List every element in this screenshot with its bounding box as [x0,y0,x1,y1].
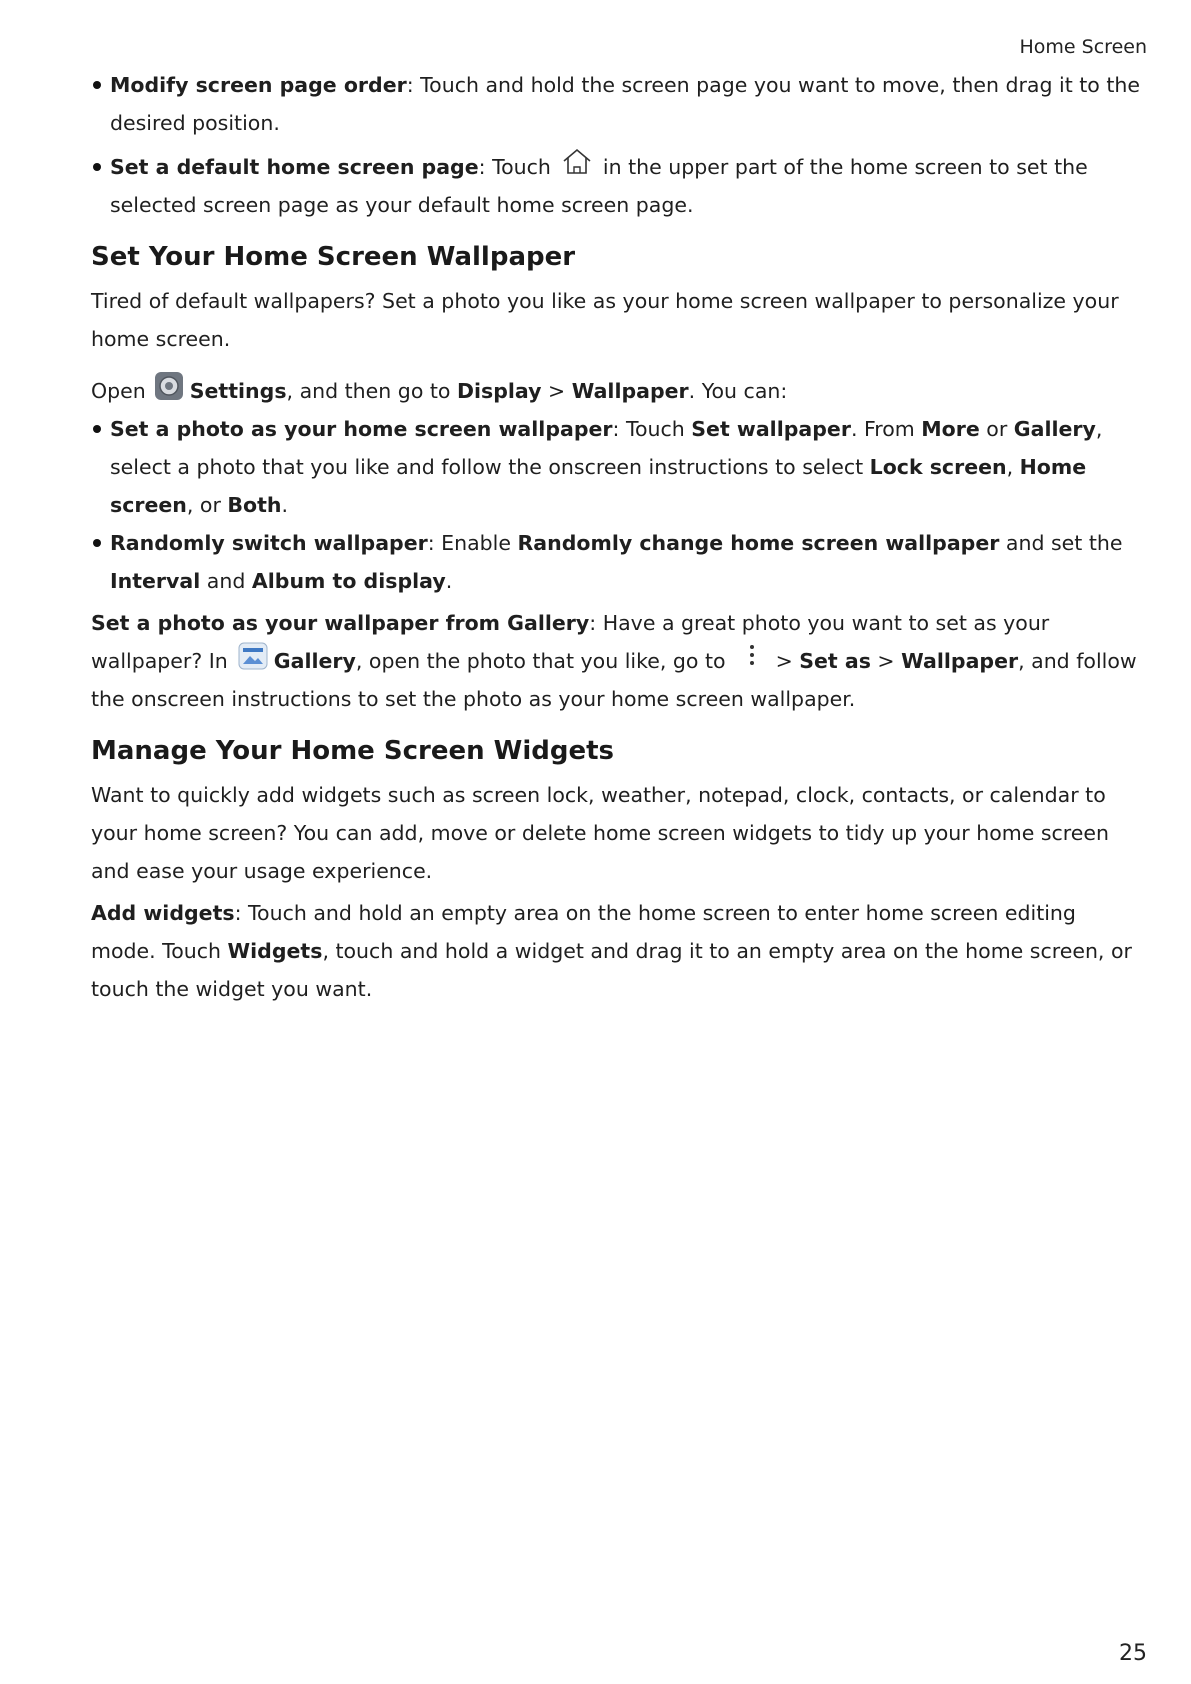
bullet-title: Randomly switch wallpaper [110,531,428,555]
document-body [91,66,1141,1008]
settings-icon [154,371,184,401]
text: and [200,569,252,593]
text: , select a photo that you like and follow the onscreen instructions to select [110,417,1103,479]
text: : Touch [612,417,692,441]
widgets-intro: Want to quickly add widgets such as screen lock, weather, notepad, clock, contacts, or calendar to your home screen? You can add, move or delete home screen widgets to tidy up your home screen and ease your usage experience. [91,783,1109,883]
add-widgets-paragraph [91,894,1141,1008]
text: , open the photo that you like, go to [355,649,726,673]
bullet-modify-page-order [91,66,1141,142]
bullet-text: : Touch and hold the screen page you want to move, then drag it to the desired position. [110,73,1140,135]
bullet-random-wallpaper [91,524,1141,600]
text: , and then go to [286,379,457,403]
open-settings-line [91,372,1141,410]
text: , [1006,455,1020,479]
text: . From [850,417,922,441]
separator: > [775,649,800,673]
text: , or [186,493,228,517]
text: and set the [999,531,1123,555]
bullet-title: Set a photo as your home screen wallpaper [110,417,613,441]
set-as-label: Set as [799,649,871,673]
separator: > [541,379,572,403]
wallpaper-intro: Tired of default wallpapers? Set a photo you like as your home screen wallpaper to personalize your home screen. [91,289,1119,351]
text: . [445,569,453,593]
text: : Enable [427,531,518,555]
album-label: Album to display [251,569,446,593]
from-gallery-paragraph [91,604,1141,718]
more-icon [746,643,758,669]
bullet-set-photo-wallpaper [91,410,1141,524]
bullet-default-home-page [91,148,1141,224]
home-icon [561,147,593,177]
gallery-label: Gallery [1013,417,1096,441]
text: . You can: [688,379,788,403]
wallpaper-label: Wallpaper [571,379,689,403]
paragraph-title: Add widgets [91,901,235,925]
randomly-change-label: Randomly change home screen wallpaper [517,531,1000,555]
lock-screen-label: Lock screen [869,455,1007,479]
text: . [281,493,289,517]
text-open: Open [91,379,146,403]
both-label: Both [227,493,282,517]
bullet-text: in the upper part of the home screen to set the selected screen page as your default home screen page. [110,155,1088,217]
more-label: More [921,417,980,441]
paragraph-title: Set a photo as your wallpaper from Gallery [91,611,590,635]
section-heading-widgets: Manage Your Home Screen Widgets [91,736,614,766]
display-label: Display [456,379,542,403]
widgets-label: Widgets [227,939,323,963]
bullet-text: : Touch [478,155,551,179]
text: or [979,417,1014,441]
set-wallpaper-label: Set wallpaper [691,417,851,441]
page-number: 25 [1119,1641,1147,1666]
bullet-title: Modify screen page order [110,73,407,97]
text: : Touch and hold an empty area on the home screen to enter home screen editing mode. Touch [91,901,1076,963]
gallery-icon [238,642,268,670]
home-screen-label: Home screen [110,455,1087,517]
section-heading-wallpaper: Set Your Home Screen Wallpaper [91,242,576,272]
interval-label: Interval [110,569,201,593]
gallery-label: Gallery [273,649,356,673]
text: , touch and hold a widget and drag it to an empty area on the home screen, or touch the widget you want. [91,939,1132,1001]
bullet-title: Set a default home screen page [110,155,479,179]
text: , and follow the onscreen instructions to set the photo as your home screen wallpaper. [91,649,1137,711]
settings-label: Settings [189,379,287,403]
wallpaper-label: Wallpaper [901,649,1019,673]
separator: > [870,649,902,673]
page-header: Home Screen [1019,36,1147,58]
text: : Have a great photo you want to set as your wallpaper? In [91,611,1050,673]
